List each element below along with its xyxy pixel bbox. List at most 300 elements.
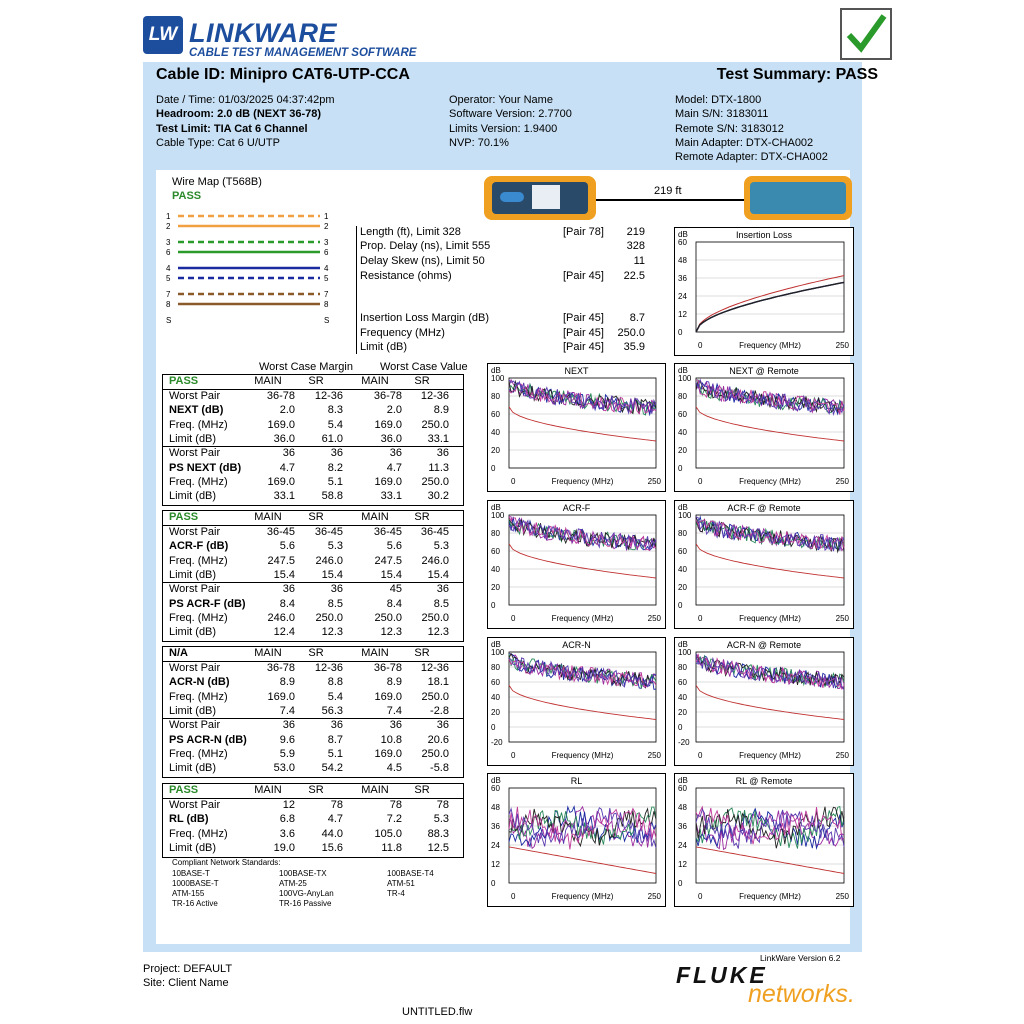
row-value: 20.6 [427,733,449,746]
row-value: 36 [330,447,343,460]
result-col-header: SR [414,647,430,659]
row-value: -2.8 [430,704,449,717]
row-value: 15.4 [380,568,402,581]
row-value: 36 [436,447,449,460]
row-value: 250.0 [421,418,449,431]
length-value: 250.0 [617,327,645,339]
chart-ylabel: dB [491,640,501,649]
chart-ytick: 100 [678,511,692,520]
chart-xmax: 250 [835,477,849,486]
table-row [163,569,463,583]
row-value: 4.5 [386,762,402,775]
nvp: NVP: 70.1% [449,136,509,149]
chart-title: ACR-N [562,640,591,650]
row-value: 36 [436,719,449,732]
chart-ytick: 24 [491,841,500,850]
row-value: 36-78 [373,390,402,402]
chart-trace [696,380,844,415]
chart-xmax: 250 [647,751,661,760]
table-row [163,842,463,856]
remote-tester-icon [744,176,852,220]
row-label: RL (dB) [169,813,209,826]
row-value: 5.3 [327,540,343,553]
chart-ytick: 20 [491,446,500,455]
table-row [163,390,463,404]
row-value: 36 [282,583,295,596]
row-label: Worst Pair [169,799,221,811]
chart-limit-line [509,685,656,719]
row-label: Freq. (MHz) [169,747,228,760]
row-value: 36 [282,447,295,460]
row-label: Limit (dB) [169,762,217,775]
result-col-header: SR [308,647,324,659]
chart-xmax: 250 [647,892,661,901]
row-value: 8.4 [279,597,295,610]
row-value: 36-78 [266,662,295,674]
chart-title: Insertion Loss [735,230,793,240]
row-value: 5.4 [327,690,343,703]
row-label: Limit (dB) [169,841,217,854]
result-col-header: SR [308,511,324,523]
length-table-row [357,270,668,284]
chart-ytick: 48 [678,803,687,812]
table-row [163,799,463,813]
result-table-header [163,647,463,661]
row-label: Freq. (MHz) [169,418,228,431]
length-table-row [357,240,668,254]
row-value: 8.9 [279,676,295,689]
row-value: 2.0 [279,404,295,417]
chart-ytick: 24 [678,841,687,850]
standard-item: 1000BASE-T [172,879,219,888]
wiremap-pin-right: 1 [324,212,329,221]
chart-limit-line [696,407,844,441]
wiremap-pin-right: 6 [324,248,329,257]
chart-ytick: 100 [491,374,505,383]
result-col-header: MAIN [254,784,282,796]
length-value: 35.9 [623,341,645,353]
row-value: 247.5 [267,554,295,567]
standards-title: Compliant Network Standards: [172,858,281,867]
chart-xmin: 0 [511,614,516,623]
chart-xmin: 0 [698,477,703,486]
worst-case-margin-heading: Worst Case Margin [259,361,353,373]
chart-xmin: 0 [511,477,516,486]
table-row [163,419,463,433]
project: Project: DEFAULT [143,963,233,975]
wiremap-pin-right: 2 [324,222,329,231]
row-value: 7.2 [386,813,402,826]
row-value: 8.9 [433,404,449,417]
row-value: 18.1 [427,676,449,689]
table-row [163,526,463,540]
chart-title: ACR-F [562,503,591,513]
chart-xmin: 0 [511,751,516,760]
length-label: Delay Skew (ns), Limit 50 [360,255,485,267]
result-table [162,510,464,642]
chart-ytick: 20 [491,583,500,592]
length-value: 328 [626,240,645,252]
chart-insertion-loss [674,227,854,356]
length-table-row [357,327,668,341]
length-pair: [Pair 45] [563,327,604,339]
row-label: PS ACR-F (dB) [169,597,246,610]
table-row [163,734,463,748]
model: Model: DTX-1800 [675,94,762,106]
row-value: 250.0 [421,475,449,488]
row-value: 105.0 [374,827,402,840]
row-value: 12.5 [427,841,449,854]
row-value: 5.3 [433,540,449,553]
chart-ytick: -20 [678,738,690,747]
length-label: Frequency (MHz) [360,327,445,339]
row-label: Worst Pair [169,447,221,460]
table-row [163,813,463,827]
result-col-header: MAIN [361,375,389,387]
chart-title: ACR-F @ Remote [727,503,801,513]
row-label: PS NEXT (dB) [169,461,242,474]
row-value: 3.6 [279,827,295,840]
row-label: Limit (dB) [169,626,217,639]
wiremap-status: PASS [172,190,202,202]
chart-rl [487,773,666,907]
row-value: 36 [389,447,402,460]
result-col-header: SR [414,375,430,387]
chart-xmax: 250 [835,341,849,350]
chart-limit-line [509,847,656,874]
wiremap-pin-right: 4 [324,264,329,273]
table-row [163,762,463,776]
result-col-header: SR [414,784,430,796]
chart-trace [696,380,844,415]
operator: Operator: Your Name [449,94,553,106]
wiremap-pin-left: S [166,316,172,325]
standard-item: 100BASE-T4 [387,869,434,878]
date-time: Date / Time: 01/03/2025 04:37:42pm [156,94,335,106]
test-limit: Test Limit: TIA Cat 6 Channel [156,122,308,135]
main-tester-icon [484,176,596,220]
chart-limit-line [509,407,656,441]
row-value: 33.1 [427,432,449,445]
link-length: 219 ft [654,185,682,197]
table-row [163,476,463,490]
linkware-logo [143,16,433,60]
length-table-row [357,255,668,269]
link-line [596,199,744,201]
result-table-header [163,784,463,798]
standard-item: ATM-25 [279,879,307,888]
row-value: 36.0 [380,432,402,445]
row-value: 8.8 [327,676,343,689]
row-value: 5.1 [327,747,343,760]
chart-ytick: 80 [678,529,687,538]
wiremap-pin-left: 2 [166,222,171,231]
chart-ytick: 20 [678,708,687,717]
fluke-logo [676,962,876,1012]
chart-ytick: 60 [678,410,687,419]
chart-ytick: 0 [678,723,683,732]
table-row [163,540,463,554]
chart-xlabel: Frequency (MHz) [739,892,801,901]
logo-mark-text: LW [148,24,178,45]
chart-ytick: 12 [678,860,687,869]
standard-item: ATM-51 [387,879,415,888]
row-value: 7.4 [279,704,295,717]
length-pair: [Pair 45] [563,270,604,282]
row-value: 5.1 [327,475,343,488]
chart-ytick: 40 [491,428,500,437]
chart-ytick: 60 [678,238,687,247]
row-label: Worst Pair [169,719,221,732]
wiremap-pin-left: 3 [166,238,171,247]
row-value: 12.4 [273,626,295,639]
chart-ytick: 0 [678,464,683,473]
row-value: 246.0 [267,611,295,624]
chart-ytick: -20 [491,738,503,747]
standard-item: 100VG-AnyLan [279,889,334,898]
row-value: 5.6 [279,540,295,553]
row-value: 61.0 [321,432,343,445]
chart-acr-f [487,500,666,629]
wiremap-pin-right: 7 [324,290,329,299]
chart-xlabel: Frequency (MHz) [551,477,614,486]
chart-ytick: 80 [491,663,500,672]
row-value: 15.4 [427,568,449,581]
chart-ytick: 80 [491,392,500,401]
worst-case-value-heading: Worst Case Value [380,361,468,373]
row-value: 54.2 [321,762,343,775]
chart-title: NEXT [564,366,589,376]
test-summary-title: Test Summary: PASS [716,66,878,83]
chart-xmin: 0 [698,341,703,350]
chart-ytick: 80 [491,529,500,538]
chart-xmax: 250 [835,614,849,623]
table-row [163,490,463,504]
chart-ylabel: dB [678,640,688,649]
wiremap-pin-left: 4 [166,264,171,273]
result-table [162,646,464,778]
length-pair: [Pair 45] [563,312,604,324]
chart-xlabel: Frequency (MHz) [739,614,801,623]
row-value: 8.3 [327,404,343,417]
chart-title: RL [570,776,583,786]
length-label: Prop. Delay (ns), Limit 555 [360,240,491,252]
row-value: 250.0 [374,611,402,624]
chart-ytick: 60 [491,410,500,419]
chart-ytick: 0 [491,464,496,473]
chart-ytick: 0 [491,601,496,610]
row-value: 9.6 [279,733,295,746]
result-col-header: SR [308,784,324,796]
result-status: PASS [169,511,199,523]
table-row [163,705,463,719]
logo-name: LINKWARE [189,18,337,48]
row-value: 12-36 [420,662,449,674]
chart-ytick: 0 [491,723,496,732]
row-value: 6.8 [279,813,295,826]
chart-ytick: 24 [678,292,687,301]
wiremap-pin-left: 1 [166,212,171,221]
chart-ylabel: dB [491,776,501,785]
chart-ylabel: dB [678,230,688,239]
chart-ytick: 48 [678,256,687,265]
chart-ytick: 0 [491,879,496,888]
chart-ytick: 100 [678,648,692,657]
chart-ytick: 60 [491,678,500,687]
chart-acr-n [487,637,666,766]
chart-xmin: 0 [698,892,703,901]
info-col1 [156,93,335,150]
standard-item: 10BASE-T [172,869,210,878]
row-value: 8.7 [327,733,343,746]
row-value: 8.9 [386,676,402,689]
chart-xlabel: Frequency (MHz) [551,892,614,901]
wiremap-pin-right: 3 [324,238,329,247]
row-value: 88.3 [427,827,449,840]
row-value: 45 [389,583,402,596]
row-label: Freq. (MHz) [169,554,228,567]
chart-ytick: 60 [678,547,687,556]
table-row [163,447,463,461]
row-value: 33.1 [273,490,295,503]
chart-trace [509,517,656,551]
table-row [163,612,463,626]
row-label: Freq. (MHz) [169,827,228,840]
row-value: 169.0 [267,690,295,703]
table-row [163,676,463,690]
row-value: 10.8 [380,733,402,746]
chart-ytick: 60 [678,784,687,793]
main-sn: Main S/N: 3183011 [675,108,769,121]
length-table-row [357,312,668,326]
wiremap-pin-right: 5 [324,274,329,283]
row-value: 169.0 [374,418,402,431]
chart-trace [696,282,844,332]
wiremap-pin-right: 8 [324,300,329,309]
chart-limit-line [696,847,844,874]
chart-acr-f-remote [674,500,854,629]
cable-type: Cable Type: Cat 6 U/UTP [156,136,280,149]
result-status: PASS [169,375,199,387]
row-value: 36 [330,719,343,732]
row-label: PS ACR-N (dB) [169,733,247,746]
table-row [163,691,463,705]
chart-xmin: 0 [698,751,703,760]
chart-trace [509,384,656,415]
chart-xlabel: Frequency (MHz) [739,477,801,486]
row-value: 12-36 [420,390,449,402]
row-value: -5.8 [430,762,449,775]
row-value: 169.0 [374,690,402,703]
table-row [163,828,463,842]
row-value: 78 [330,799,343,811]
chart-ytick: 20 [678,583,687,592]
length-value: 22.5 [623,270,645,282]
length-pair: [Pair 45] [563,341,604,353]
chart-title: ACR-N @ Remote [726,640,802,650]
chart-ytick: 0 [678,601,683,610]
pass-check-icon [840,8,892,60]
row-label: Limit (dB) [169,704,217,717]
wiremap-pin-right: S [324,316,330,325]
row-value: 169.0 [267,475,295,488]
row-value: 4.7 [279,461,295,474]
chart-ytick: 40 [678,693,687,702]
length-label: Limit (dB) [360,341,408,353]
standard-item: ATM-155 [172,889,205,898]
result-table-header [163,511,463,525]
site: Site: Client Name [143,977,229,989]
row-label: Limit (dB) [169,432,217,445]
result-table [162,374,464,506]
row-value: 36-78 [373,662,402,674]
wiremap-title: Wire Map (T568B) [172,176,262,188]
row-value: 36 [389,719,402,732]
row-label: Freq. (MHz) [169,475,228,488]
length-label: Insertion Loss Margin (dB) [360,312,489,324]
row-value: 169.0 [267,418,295,431]
chart-ytick: 36 [678,274,687,283]
chart-next [487,363,666,492]
chart-ytick: 40 [491,565,500,574]
row-value: 36.0 [273,432,295,445]
chart-ytick: 80 [678,392,687,401]
result-col-header: MAIN [254,647,282,659]
row-label: ACR-N (dB) [169,676,230,689]
row-value: 250.0 [421,611,449,624]
chart-xlabel: Frequency (MHz) [551,751,614,760]
row-label: Worst Pair [169,526,221,538]
chart-ytick: 40 [678,565,687,574]
row-value: 169.0 [374,747,402,760]
row-value: 36-45 [266,526,295,538]
chart-ytick: 12 [678,310,687,319]
chart-limit-line [509,544,656,578]
main-adapter: Main Adapter: DTX-CHA002 [675,136,814,149]
chart-ytick: 0 [678,328,683,337]
limits-version: Limits Version: 1.9400 [449,122,558,135]
chart-xmax: 250 [647,614,661,623]
chart-xmin: 0 [511,892,516,901]
row-value: 7.4 [386,704,402,717]
headroom: Headroom: 2.0 dB (NEXT 36-78) [156,108,322,121]
row-value: 246.0 [315,554,343,567]
chart-ylabel: dB [678,366,688,375]
chart-xmax: 250 [647,477,661,486]
row-value: 2.0 [386,404,402,417]
fluke-networks: networks. [748,980,855,1008]
chart-ylabel: dB [491,503,501,512]
row-value: 11.3 [428,461,449,474]
chart-title: NEXT @ Remote [729,366,799,376]
row-value: 8.2 [327,461,343,474]
length-table [356,226,668,354]
chart-ytick: 100 [491,511,505,520]
result-col-header: SR [414,511,430,523]
row-value: 5.6 [386,540,402,553]
remote-adapter: Remote Adapter: DTX-CHA002 [675,151,828,164]
row-value: 36-45 [420,526,449,538]
row-value: 169.0 [374,475,402,488]
row-label: NEXT (dB) [169,404,224,417]
software-version: Software Version: 2.7700 [449,108,572,121]
standard-item: 100BASE-TX [279,869,327,878]
result-col-header: MAIN [361,784,389,796]
row-label: Limit (dB) [169,568,217,581]
file-name: UNTITLED.flw [402,1006,473,1018]
row-label: Worst Pair [169,583,221,596]
chart-ylabel: dB [678,503,688,512]
